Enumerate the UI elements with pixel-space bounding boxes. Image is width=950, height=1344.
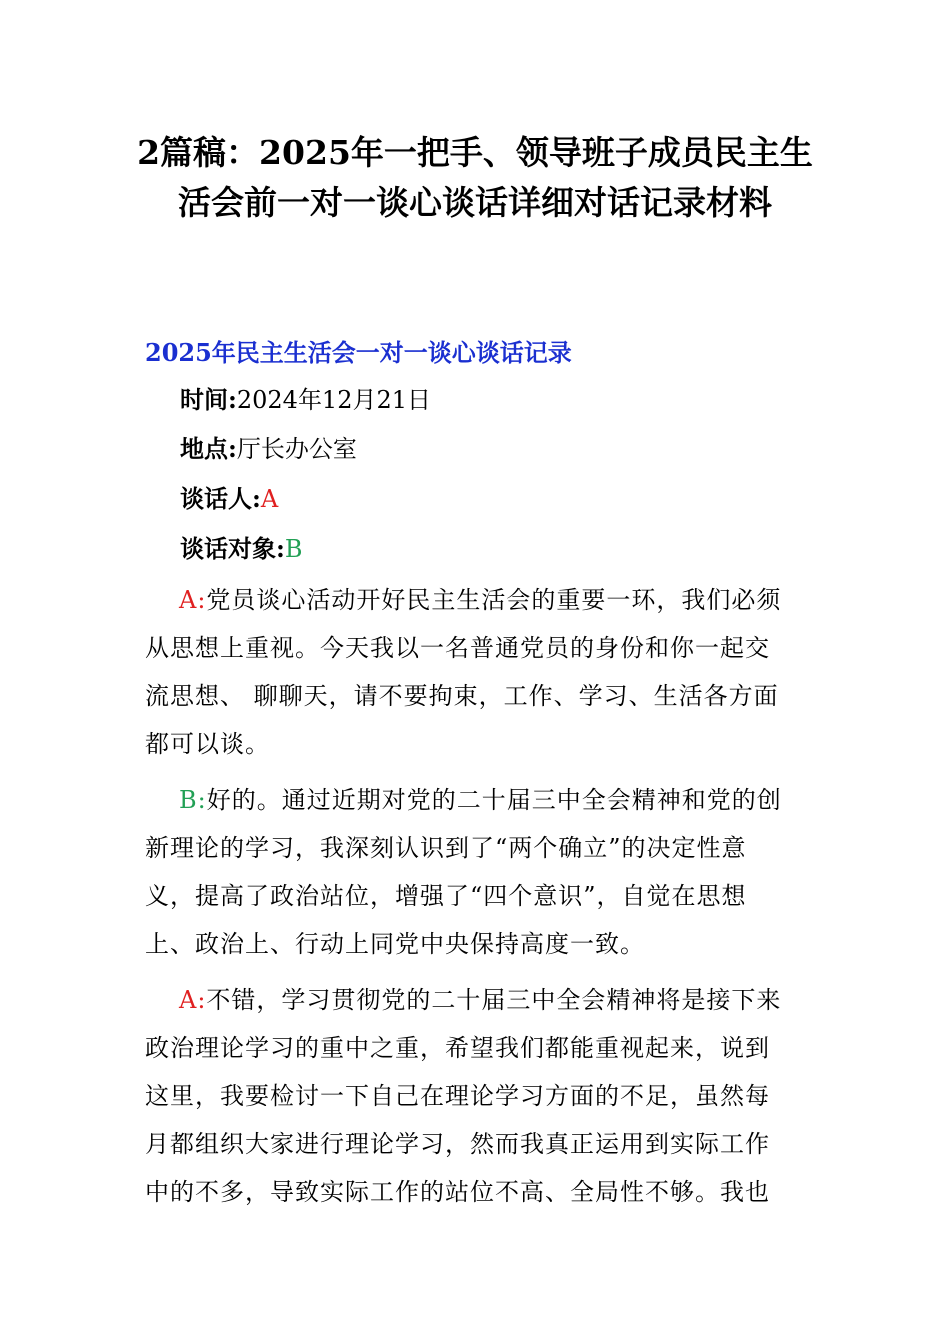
paragraph-line: 中的不多，导致实际工作的站位不高、全局性不够。我也 — [145, 1178, 770, 1206]
meta-place — [180, 431, 357, 467]
section-heading: 2025年民主生活会一对一谈心谈话记录 — [145, 338, 572, 367]
paragraph-line: 新理论的学习，我深刻认识到了“两个确立”的决定性意 — [145, 834, 747, 862]
speaker-tag: B: — [179, 786, 207, 814]
time-value: 2024年12月21日 — [236, 386, 432, 414]
paragraph-line: 从思想上重视。今天我以一名普通党员的身份和你一起交 — [145, 634, 770, 662]
document-title — [100, 128, 850, 228]
dialogue-paragraph-3 — [145, 976, 805, 1216]
meta-time — [180, 382, 431, 418]
dialogue-paragraph-2 — [145, 776, 805, 968]
place-label: 地点: — [180, 434, 237, 463]
line-text: 好的。通过近期对党的二十届三中全会精神和党的创 — [206, 786, 782, 814]
speaker-value: A — [260, 485, 279, 513]
target-value: B — [284, 535, 303, 563]
title-line-1: 2篇稿：2025年一把手、领导班子成员民主生 — [137, 133, 813, 172]
paragraph-line — [145, 576, 805, 624]
speaker-tag: A: — [179, 986, 207, 1014]
speaker-label: 谈话人: — [180, 484, 261, 513]
paragraph-line: 这里，我要检讨一下自己在理论学习方面的不足，虽然每 — [145, 1082, 770, 1110]
place-value: 厅长办公室 — [236, 435, 357, 463]
paragraph-line: 都可以谈。 — [145, 730, 270, 758]
paragraph-line: 上、政治上、行动上同党中央保持高度一致。 — [145, 930, 645, 958]
paragraph-line: 义，提高了政治站位，增强了“四个意识”，自觉在思想 — [145, 882, 747, 910]
paragraph-line: 政治理论学习的重中之重，希望我们都能重视起来，说到 — [145, 1034, 770, 1062]
paragraph-line: 月都组织大家进行理论学习，然而我真正运用到实际工作 — [145, 1130, 770, 1158]
dialogue-paragraph-1 — [145, 576, 805, 768]
line-text: 党员谈心活动开好民主生活会的重要一环，我们必须 — [206, 586, 782, 614]
paragraph-line — [145, 776, 805, 824]
paragraph-line: 流思想、 聊聊天，请不要拘束，工作、学习、生活各方面 — [145, 682, 779, 710]
target-label: 谈话对象: — [180, 534, 285, 563]
paragraph-line — [145, 976, 805, 1024]
meta-target — [180, 531, 303, 567]
title-line-2: 活会前一对一谈心谈话详细对话记录材料 — [178, 183, 772, 222]
speaker-tag: A: — [179, 586, 207, 614]
meta-speaker — [180, 481, 278, 517]
line-text: 不错，学习贯彻党的二十届三中全会精神将是接下来 — [206, 986, 782, 1014]
time-label: 时间: — [180, 385, 237, 414]
